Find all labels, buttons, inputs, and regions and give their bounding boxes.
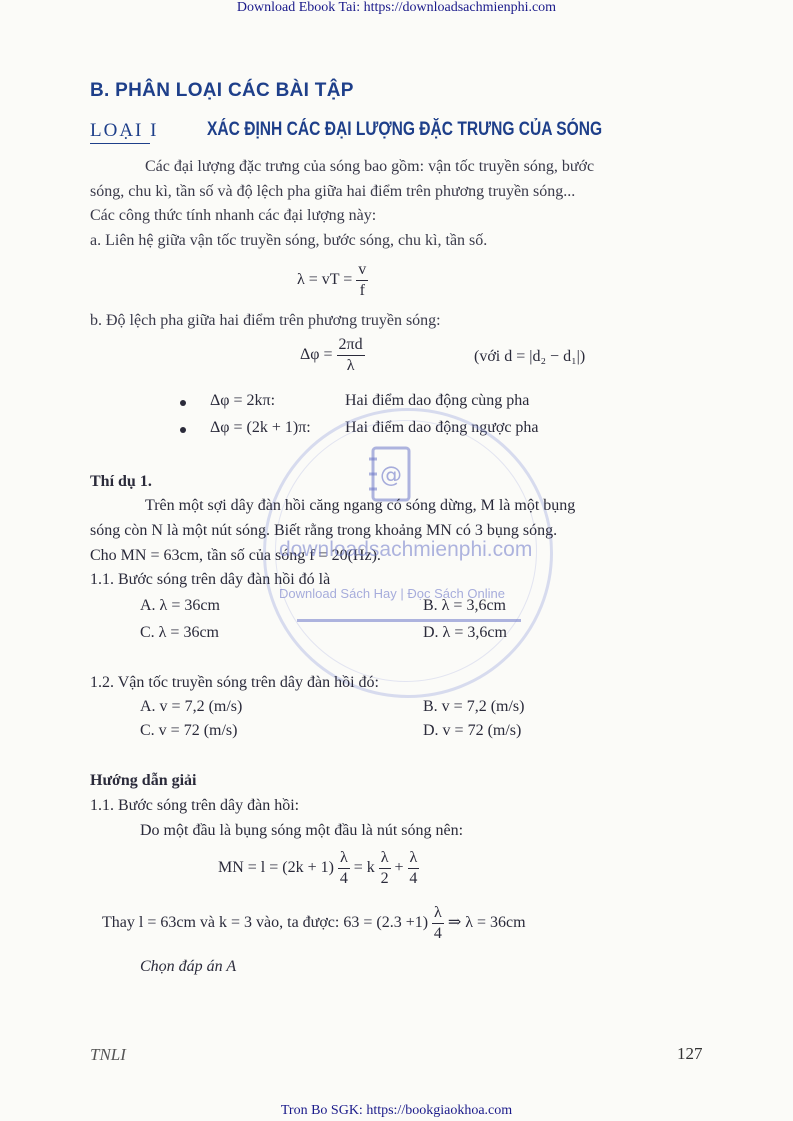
q2-option-a: A. v = 7,2 (m/s) (140, 698, 243, 715)
footer-download-link[interactable]: Tron Bo SGK: https://bookgiaokhoa.com (280, 1103, 513, 1118)
f4-lhs: Thay l = 63cm và k = 3 vào, ta được: 63 = (2.3 +1) (102, 914, 429, 932)
f3-frac3-den: 4 (409, 870, 418, 887)
formula-substitution (102, 903, 526, 944)
q1-option-b: B. λ = 3,6cm (423, 597, 506, 614)
watermark-tagline: Download Sách Hay | Đọc Sách Online (279, 586, 505, 601)
intro-line-a: a. Liên hệ giữa vận tốc truyền sóng, bước sóng, chu kì, tần số. (90, 232, 488, 249)
svg-text:@: @ (380, 463, 402, 488)
formula1-den: f (359, 282, 365, 299)
intro-line-1: Các đại lượng đặc trưng của sóng bao gồm: vận tốc truyền sóng, bước (145, 158, 595, 175)
f4-num: λ (432, 903, 444, 924)
example-line-3: Cho MN = 63cm, tần số của sóng f = 20(Hz). (90, 547, 381, 564)
solution-step-1-text: Do một đầu là bụng sóng một đầu là nút sóng nên: (140, 822, 464, 839)
section-title: B. PHÂN LOẠI CÁC BÀI TẬP (90, 80, 354, 101)
loai-title: XÁC ĐỊNH CÁC ĐẠI LƯỢNG ĐẶC TRƯNG CỦA SÓNG (207, 119, 603, 140)
formula2-lhs: Δφ = (300, 346, 333, 364)
f4-den: 4 (433, 925, 442, 942)
q1-option-d: D. λ = 3,6cm (423, 624, 507, 641)
formula1-num: v (356, 260, 368, 281)
bullet-dot (180, 427, 186, 433)
example-line-1: Trên một sợi dây đàn hồi căng ngang có sóng dừng, M là một bụng (145, 497, 576, 514)
formula-wavelength (297, 260, 368, 301)
formula1-lhs: λ = vT = (297, 271, 353, 289)
example-title: Thí dụ 1. (90, 473, 152, 490)
intro-line-2: sóng, chu kì, tần số và độ lệch pha giữa hai điểm trên phương truyền sóng... (90, 183, 576, 200)
footer-left: TNLI (90, 1045, 126, 1064)
question-2: 1.2. Vận tốc truyền sóng trên dây đàn hồi đó: (90, 674, 379, 691)
loai-label: LOẠI I (90, 120, 159, 141)
intro-line-3: Các công thức tính nhanh các đại lượng này: (90, 207, 377, 224)
q2-option-b: B. v = 7,2 (m/s) (423, 698, 525, 715)
formula2-note: (với d = |d₂ − d₁|) (474, 348, 586, 365)
example-line-2: sóng còn N là một nút sóng. Biết rằng trong khoảng MN có 3 bụng sóng. (90, 522, 558, 539)
choose-answer: Chọn đáp án A (140, 958, 237, 975)
question-1: 1.1. Bước sóng trên dây đàn hồi đó là (90, 571, 331, 588)
bullet-1-text: Hai điểm dao động cùng pha (345, 392, 530, 409)
watermark-url: downloadsachmienphi.com (279, 538, 533, 561)
q2-option-d: D. v = 72 (m/s) (423, 722, 522, 739)
q2-option-c: C. v = 72 (m/s) (140, 722, 238, 739)
bullet-1-formula: Δφ = 2kπ: (210, 392, 276, 409)
q1-option-a: A. λ = 36cm (140, 597, 220, 614)
header-download-link[interactable]: Download Ebook Tai: https://downloadsachmienphi.com (236, 0, 557, 15)
bullet-dot (180, 400, 186, 406)
book-at-icon (367, 445, 417, 503)
formula2-num: 2πd (337, 335, 365, 356)
watermark-bar (297, 619, 521, 622)
q1-option-c: C. λ = 36cm (140, 624, 219, 641)
loai-underline (90, 143, 150, 144)
f3-lhs: MN = l = (2k + 1) (218, 859, 334, 877)
solution-step-1: 1.1. Bước sóng trên dây đàn hồi: (90, 797, 300, 814)
page-number: 127 (677, 1044, 703, 1063)
f3-plus: + (394, 859, 404, 877)
f3-frac3-num: λ (408, 848, 420, 869)
bullet-2-text: Hai điểm dao động ngược pha (345, 419, 539, 436)
f3-frac2-den: 2 (380, 870, 389, 887)
f3-frac1-den: 4 (339, 870, 348, 887)
formula-phase (300, 335, 365, 376)
f4-rhs: ⇒ λ = 36cm (447, 914, 526, 932)
formula-mn (218, 848, 419, 889)
solution-title: Hướng dẫn giải (90, 772, 197, 789)
f3-mid: = k (353, 859, 375, 877)
bullet-2-formula: Δφ = (2k + 1)π: (210, 419, 311, 436)
f3-frac2-num: λ (379, 848, 391, 869)
formula2-den: λ (346, 357, 355, 374)
f3-frac1-num: λ (338, 848, 350, 869)
line-b: b. Độ lệch pha giữa hai điểm trên phương truyền sóng: (90, 312, 441, 329)
